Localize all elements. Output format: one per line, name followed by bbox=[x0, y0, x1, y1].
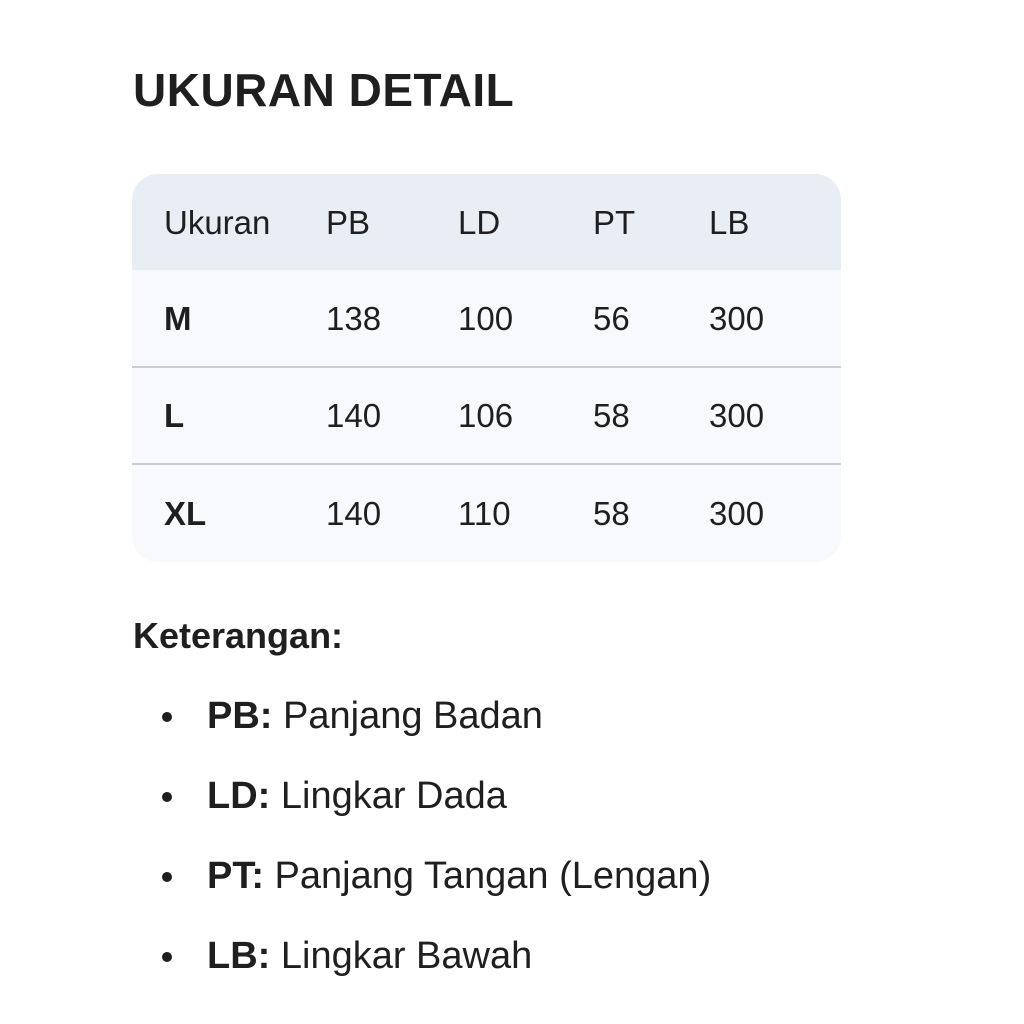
header-lb: LB bbox=[709, 203, 750, 241]
size-cell: M bbox=[164, 299, 192, 337]
table-row bbox=[132, 367, 841, 464]
pt-cell: 58 bbox=[593, 464, 709, 561]
legend-desc: Lingkar Bawah bbox=[270, 935, 533, 977]
ld-cell: 110 bbox=[458, 464, 593, 561]
bullet-icon bbox=[162, 792, 172, 802]
legend-text bbox=[207, 692, 543, 740]
table-row bbox=[132, 464, 841, 561]
table-row bbox=[132, 270, 841, 367]
header-pt: PT bbox=[593, 203, 636, 241]
bullet-icon bbox=[162, 872, 172, 882]
header-ld: LD bbox=[458, 203, 501, 241]
pb-cell: 140 bbox=[326, 367, 458, 464]
pt-cell: 56 bbox=[593, 299, 630, 337]
legend-desc: Panjang Tangan (Lengan) bbox=[264, 855, 712, 897]
header-pb: PB bbox=[326, 203, 371, 241]
ld-cell: 100 bbox=[458, 299, 514, 337]
header-ukuran: Ukuran bbox=[164, 203, 271, 241]
legend-term: PB: bbox=[207, 695, 273, 737]
legend-text bbox=[207, 932, 532, 980]
legend-term: LB: bbox=[207, 935, 271, 977]
bullet-icon bbox=[162, 952, 172, 962]
pb-cell: 140 bbox=[326, 464, 458, 561]
legend-text bbox=[207, 772, 507, 820]
legend-desc: Lingkar Dada bbox=[270, 775, 507, 817]
legend-text bbox=[207, 852, 711, 900]
legend-desc: Panjang Badan bbox=[272, 695, 543, 737]
table-header-row bbox=[132, 174, 841, 270]
size-cell: XL bbox=[132, 464, 326, 561]
legend-heading: Keterangan: bbox=[133, 615, 344, 656]
pt-cell: 58 bbox=[593, 367, 709, 464]
legend-term: LD: bbox=[207, 775, 271, 817]
legend-term: PT: bbox=[207, 855, 264, 897]
page-title: UKURAN DETAIL bbox=[133, 64, 515, 116]
lb-cell: 300 bbox=[709, 367, 841, 464]
size-table-card bbox=[132, 174, 841, 562]
pb-cell: 138 bbox=[326, 299, 382, 337]
size-table bbox=[132, 174, 841, 561]
size-cell: L bbox=[132, 367, 326, 464]
lb-cell: 300 bbox=[709, 464, 841, 561]
ld-cell: 106 bbox=[458, 367, 593, 464]
bullet-icon bbox=[162, 712, 172, 722]
lb-cell: 300 bbox=[709, 299, 765, 337]
